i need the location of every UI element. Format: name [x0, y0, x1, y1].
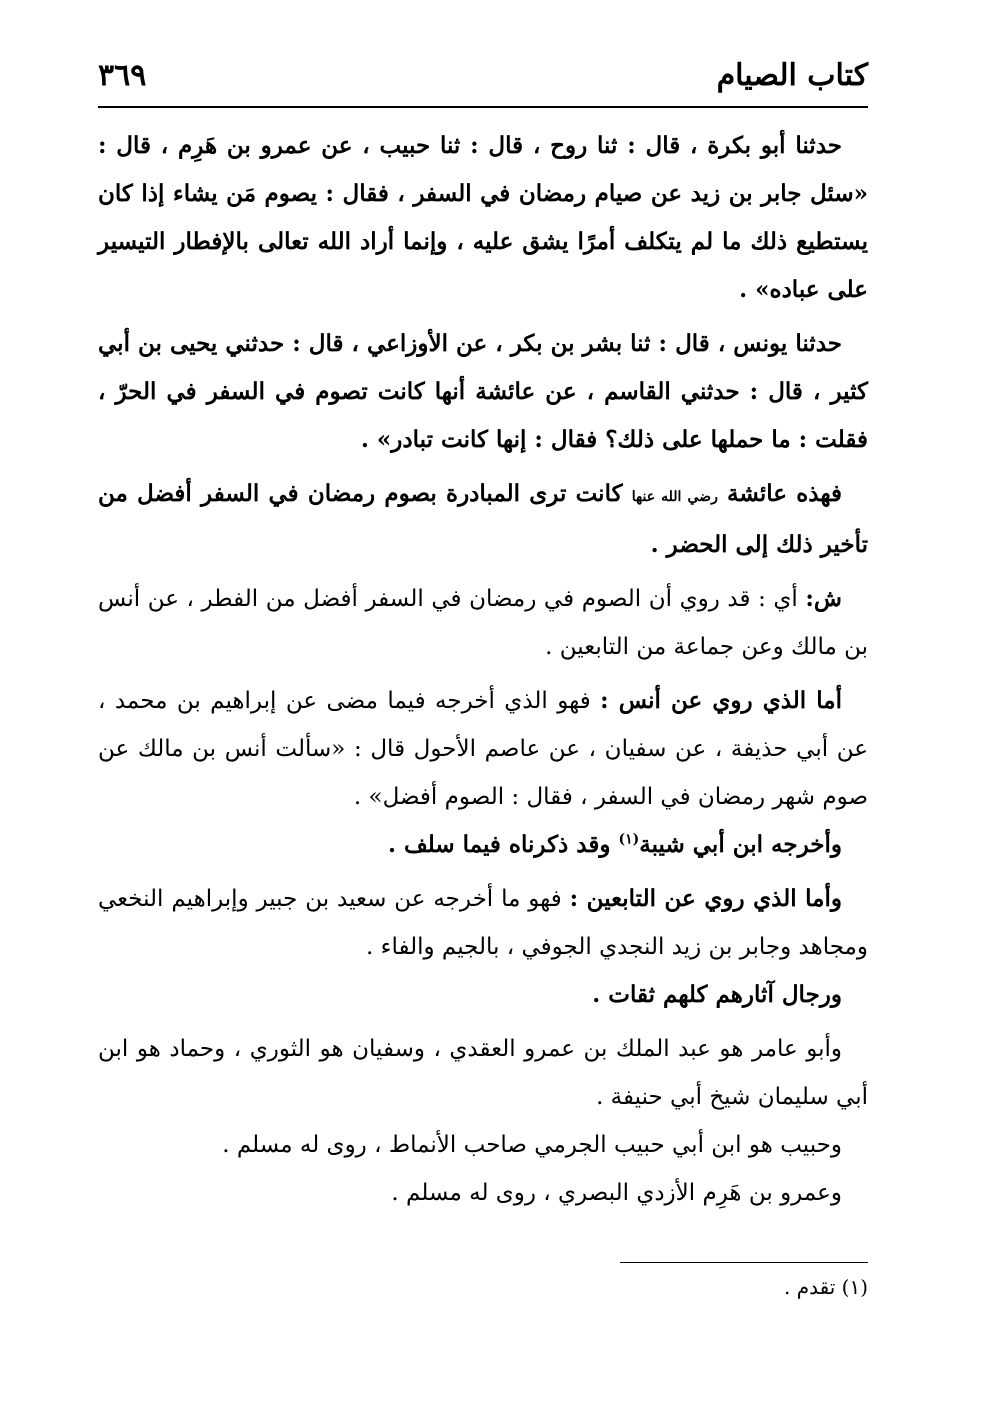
footnote-divider [620, 1262, 868, 1263]
paragraph-narrators-trusted: ورجال آثارهم كلهم ثقات . [592, 981, 842, 1008]
paragraph-aisha-start: فهذه عائشة [727, 480, 842, 507]
footnote-reference[interactable]: (١) [618, 831, 640, 848]
honorific-glyph: رضي الله عنها [631, 489, 718, 505]
footnote: (١) تقدم . [783, 1275, 868, 1299]
paragraph-anas [98, 677, 868, 821]
commentary-text: أي : قد روي أن الصوم في رمضان في السفر أفضل من الفطر ، عن أنس بن مالك وعن جماعة من التابعين . [98, 586, 868, 660]
tabiin-lead: وأما الذي روي عن التابعين : [569, 885, 842, 912]
running-title: كتاب الصيام [716, 58, 868, 93]
paragraph-amr: وعمرو بن هَرِم الأزدي البصري ، روى له مسلم . [391, 1180, 842, 1206]
paragraph-hadith-2: حدثنا يونس ، قال : ثنا بشر بن بكر ، عن الأوزاعي ، قال : حدثني يحيى بن أبي كثير ، قال : حدثني القاسم ، عن عائشة أنها كانت تصوم في السفر في الحرّ ، فقلت : ما حملها على ذلك؟ فقال : إنها كانت تبادر» . [98, 330, 868, 453]
commentary-lead: ش: [805, 585, 842, 612]
paragraph-aisha [98, 470, 868, 569]
paragraph-ibn-abi-shayba [98, 821, 868, 869]
paragraph-abu-amir: وأبو عامر هو عبد الملك بن عمرو العقدي ، وسفيان هو الثوري ، وحماد هو ابن أبي سليمان شيخ أبي حنيفة . [98, 1036, 868, 1110]
ibn-abi-shayba-start: وأخرجه ابن أبي شيبة [639, 831, 842, 858]
tabiin-text: فهو ما أخرجه عن سعيد بن جبير وإبراهيم النخعي ومجاهد وجابر بن زيد النجدي الجوفي ، بالجيم والفاء . [98, 886, 868, 960]
paragraph-habib: وحبيب هو ابن أبي حبيب الجرمي صاحب الأنماط ، روى له مسلم . [222, 1132, 842, 1158]
page-body [98, 122, 868, 1217]
paragraph-commentary [98, 575, 868, 671]
ibn-abi-shayba-end: وقد ذكرناه فيما سلف . [387, 831, 611, 858]
anas-text: فهو الذي أخرجه فيما مضى عن إبراهيم بن محمد ، عن أبي حذيفة ، عن سفيان ، عن عاصم الأحول قال : «سألت أنس بن مالك عن صوم شهر رمضان في السفر ، فقال : الصوم أفضل» . [98, 688, 868, 810]
paragraph-hadith-1: حدثنا أبو بكرة ، قال : ثنا روح ، قال : ثنا حبيب ، عن عمرو بن هَرِم ، قال : «سئل جابر بن زيد عن صيام رمضان في السفر ، فقال : يصوم مَن يشاء إذا كان يستطيع ذلك ما لم يتكلف أمرًا يشق عليه ، وإنما أراد الله تعالى بالإفطار التيسير على عباده» . [98, 132, 868, 303]
page-header [98, 54, 868, 108]
paragraph-tabiin [98, 875, 868, 971]
paragraph-aisha-end: كانت ترى المبادرة بصوم رمضان في السفر أفضل من تأخير ذلك إلى الحضر . [98, 480, 868, 558]
page-number: ٣٦٩ [98, 58, 147, 93]
anas-lead: أما الذي روي عن أنس : [600, 687, 843, 714]
